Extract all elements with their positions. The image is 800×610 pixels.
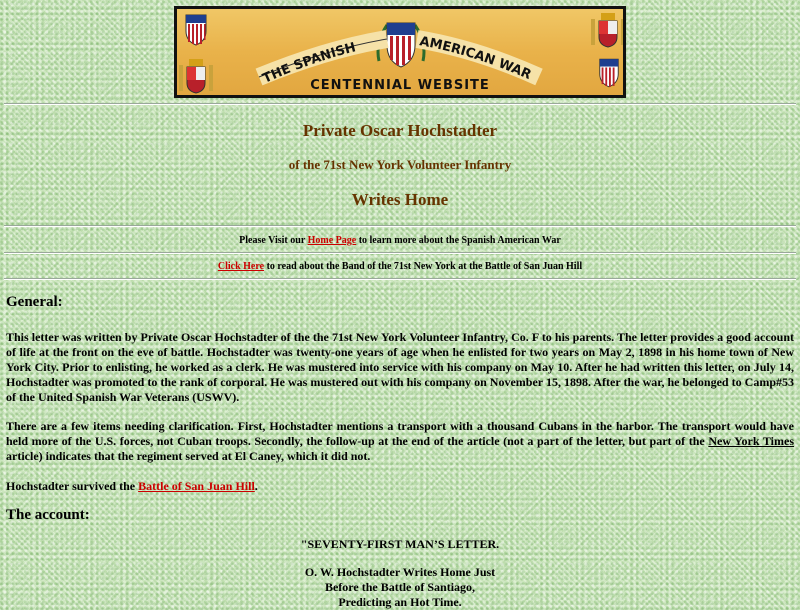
p2-text-end: article) indicates that the regiment served at El Caney, which it did not. — [6, 449, 371, 463]
p3-text: Hochstadter survived the — [6, 479, 139, 493]
divider — [4, 278, 796, 280]
banner-bottom-text: CENTENNIAL WEBSITE — [310, 78, 490, 93]
visit-post: to learn more about the Spanish American War — [356, 235, 561, 246]
general-heading: General: — [6, 294, 63, 310]
click-line — [0, 261, 800, 272]
page-writes-home: Writes Home — [351, 190, 449, 209]
letter-subhead-3: Predicting an Hot Time. — [338, 595, 462, 609]
battle-san-juan-hill-link[interactable]: Battle of San Juan Hill — [138, 479, 255, 493]
general-paragraph-2 — [6, 419, 794, 464]
letter-subhead-2: Before the Battle of Santiago, — [324, 580, 476, 594]
click-post: to read about the Band of the 71st New York at the Battle of San Juan Hill — [264, 261, 583, 272]
p3-text-end: . — [254, 479, 258, 493]
divider — [4, 252, 796, 254]
visit-line — [0, 235, 800, 246]
home-page-link[interactable]: Home Page — [307, 235, 357, 246]
site-banner — [174, 6, 626, 98]
divider — [4, 103, 796, 105]
new-york-times-link[interactable]: New York Times — [708, 434, 794, 448]
page-subtitle: of the 71st New York Volunteer Infantry — [288, 157, 512, 172]
banner-arch-left: THE SPANISH — [260, 40, 358, 87]
letter-headline: "SEVENTY-FIRST MAN’S LETTER. — [300, 537, 500, 551]
account-heading: The account: — [6, 507, 90, 523]
general-paragraph-3 — [6, 479, 794, 494]
p2-text: There are a few items needing clarification. First, Hochstadter mentions a transport with a thousand Cubans in the harbor. The transport would have held more of the U.S. forces, not Cuban troops. Secondly, the follow-up at the end of the article (not a part of the letter, but part of the — [6, 419, 794, 448]
letter-subhead-1: O. W. Hochstadter Writes Home Just — [304, 565, 496, 579]
banner-arch-right: AMERICAN WAR — [418, 34, 534, 83]
visit-pre: Please Visit our — [239, 235, 308, 246]
general-paragraph-1: This letter was written by Private Oscar Hochstadter of the the 71st New York Volunteer Infantry, Co. F to his parents. The letter provides a good account of life at the front on the eve of battle. Hochstadter was twenty-one years of age when he enlisted for two years on May 2, 1898 in his home town of New York City. Prior to enlisting, he worked as a clerk. He was mustered into service with his company on May 10. After he had written this letter, on July 14, Hochstadter was promoted to the rank of corporal. He was mustered out with his company on November 15, 1898. After the war, he belonged to Camp#53 of the United Spanish War Veterans (USWV). — [6, 330, 794, 404]
click-here-link[interactable]: Click Here — [217, 261, 265, 272]
page-title: Private Oscar Hochstadter — [302, 121, 498, 140]
divider — [4, 225, 796, 227]
